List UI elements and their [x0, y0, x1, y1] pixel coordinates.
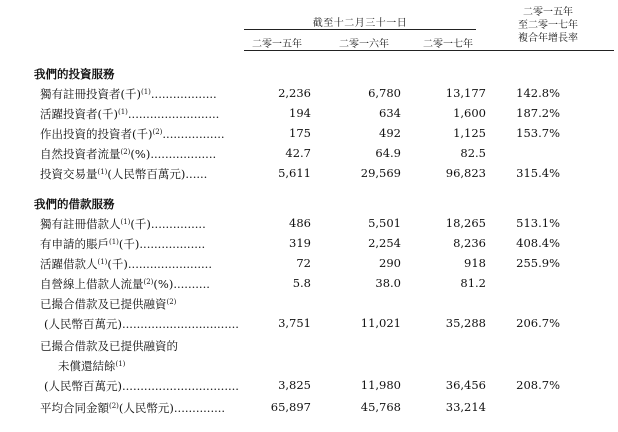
row-label: 已撮合借款及已提供融資的: [40, 339, 178, 353]
value-2017: 96,823: [445, 166, 486, 180]
value-2015: 42.7: [285, 146, 311, 160]
value-2015: 486: [289, 216, 311, 230]
table-row: [0, 316, 618, 334]
value-2015: 3,751: [278, 316, 311, 330]
value-2016: 6,780: [368, 86, 401, 100]
table-row: [0, 338, 618, 356]
value-cagr: 187.2%: [516, 106, 560, 120]
value-cagr: 513.1%: [516, 216, 560, 230]
table-row: [0, 400, 618, 418]
table-row: [0, 358, 618, 376]
value-2015: 194: [289, 106, 311, 120]
value-2017: 8,236: [453, 236, 486, 250]
cagr-header: [482, 6, 614, 45]
value-cagr: 153.7%: [516, 126, 560, 140]
value-2015: 2,236: [278, 86, 311, 100]
row-label: 自營線上借款人流量$^{(2)}$(%)..........: [40, 277, 210, 291]
value-2017: 13,177: [445, 86, 486, 100]
value-2016: 38.0: [375, 276, 401, 290]
row-label: 獨有註冊投資者(千)$^{(1)}$..................: [40, 87, 217, 101]
value-2015: 319: [289, 236, 311, 250]
value-cagr: 408.4%: [516, 236, 560, 250]
row-label: 自然投資者流量$^{(2)}$(%)..................: [40, 147, 217, 161]
value-2016: 11,021: [360, 316, 401, 330]
cagr-header-line1: 二零一五年: [523, 7, 573, 18]
year-header-2016: 二零一六年: [339, 39, 389, 50]
cagr-header-line3: 複合年增長率: [518, 33, 578, 44]
table-row: [0, 236, 618, 254]
value-2015: 5,611: [278, 166, 311, 180]
row-label: (人民幣百萬元)................................: [44, 317, 239, 331]
value-2017: 33,214: [445, 400, 486, 414]
row-label: 有申請的賬戶$^{(1)}$(千)..................: [40, 237, 206, 251]
table-row: [0, 86, 618, 104]
row-label: 未償還結餘$^{(1)}$: [58, 359, 126, 373]
header-rule-top: [244, 29, 476, 30]
year-header-2017: 二零一七年: [423, 39, 473, 50]
row-label: 已撮合借款及已提供融資$^{(2)}$: [40, 297, 177, 311]
value-2016: 5,501: [368, 216, 401, 230]
table-row: [0, 146, 618, 164]
value-cagr: 255.9%: [516, 256, 560, 270]
cagr-header-line2: 至二零一七年: [518, 20, 578, 31]
value-cagr: 315.4%: [516, 166, 560, 180]
year-header-2015: 二零一五年: [252, 39, 302, 50]
value-2015: 175: [289, 126, 311, 140]
table-row: [0, 296, 618, 314]
section-title: 我們的借款服務: [34, 197, 115, 211]
section-title: 我們的投資服務: [34, 67, 115, 81]
value-2017: 36,456: [445, 378, 486, 392]
value-cagr: 142.8%: [516, 86, 560, 100]
value-2015: 3,825: [278, 378, 311, 392]
row-label: 活躍投資者(千)$^{(1)}$.........................: [40, 107, 220, 121]
section-heading-investment: [0, 66, 618, 84]
period-header: 截至十二月三十一日: [312, 18, 408, 29]
value-2016: 45,768: [360, 400, 401, 414]
value-2017: 82.5: [460, 146, 486, 160]
table-row: [0, 166, 618, 184]
header-rule-bottom: [244, 50, 614, 51]
value-2015: 65,897: [270, 400, 311, 414]
value-2017: 918: [464, 256, 486, 270]
value-2017: 81.2: [460, 276, 486, 290]
value-2017: 18,265: [445, 216, 486, 230]
table-row: [0, 256, 618, 274]
value-2017: 1,600: [453, 106, 486, 120]
value-2016: 634: [379, 106, 401, 120]
row-label: 作出投資的投資者(千)$^{(2)}$.................: [40, 127, 225, 141]
row-label: 活躍借款人$^{(1)}$(千).......................: [40, 257, 212, 271]
value-2016: 2,254: [368, 236, 401, 250]
value-2015: 72: [296, 256, 311, 270]
table-row: [0, 106, 618, 124]
table-row: [0, 378, 618, 396]
value-2017: 1,125: [453, 126, 486, 140]
value-2016: 64.9: [375, 146, 401, 160]
value-2016: 492: [379, 126, 401, 140]
table-row: [0, 126, 618, 144]
row-label: 獨有註冊借款人$^{(1)}$(千)...............: [40, 217, 206, 231]
value-cagr: 206.7%: [516, 316, 560, 330]
value-cagr: 208.7%: [516, 378, 560, 392]
row-label: 平均合同金額$^{(2)}$(人民幣元)..............: [40, 401, 226, 415]
value-2016: 11,980: [360, 378, 401, 392]
table-row: [0, 216, 618, 234]
value-2016: 29,569: [360, 166, 401, 180]
table-row: [0, 276, 618, 294]
row-label: (人民幣百萬元)................................: [44, 379, 239, 393]
value-2017: 35,288: [445, 316, 486, 330]
section-heading-borrowing: [0, 196, 618, 214]
row-label: 投資交易量$^{(1)}$(人民幣百萬元)......: [40, 167, 208, 181]
value-2015: 5.8: [292, 276, 311, 290]
value-2016: 290: [379, 256, 401, 270]
